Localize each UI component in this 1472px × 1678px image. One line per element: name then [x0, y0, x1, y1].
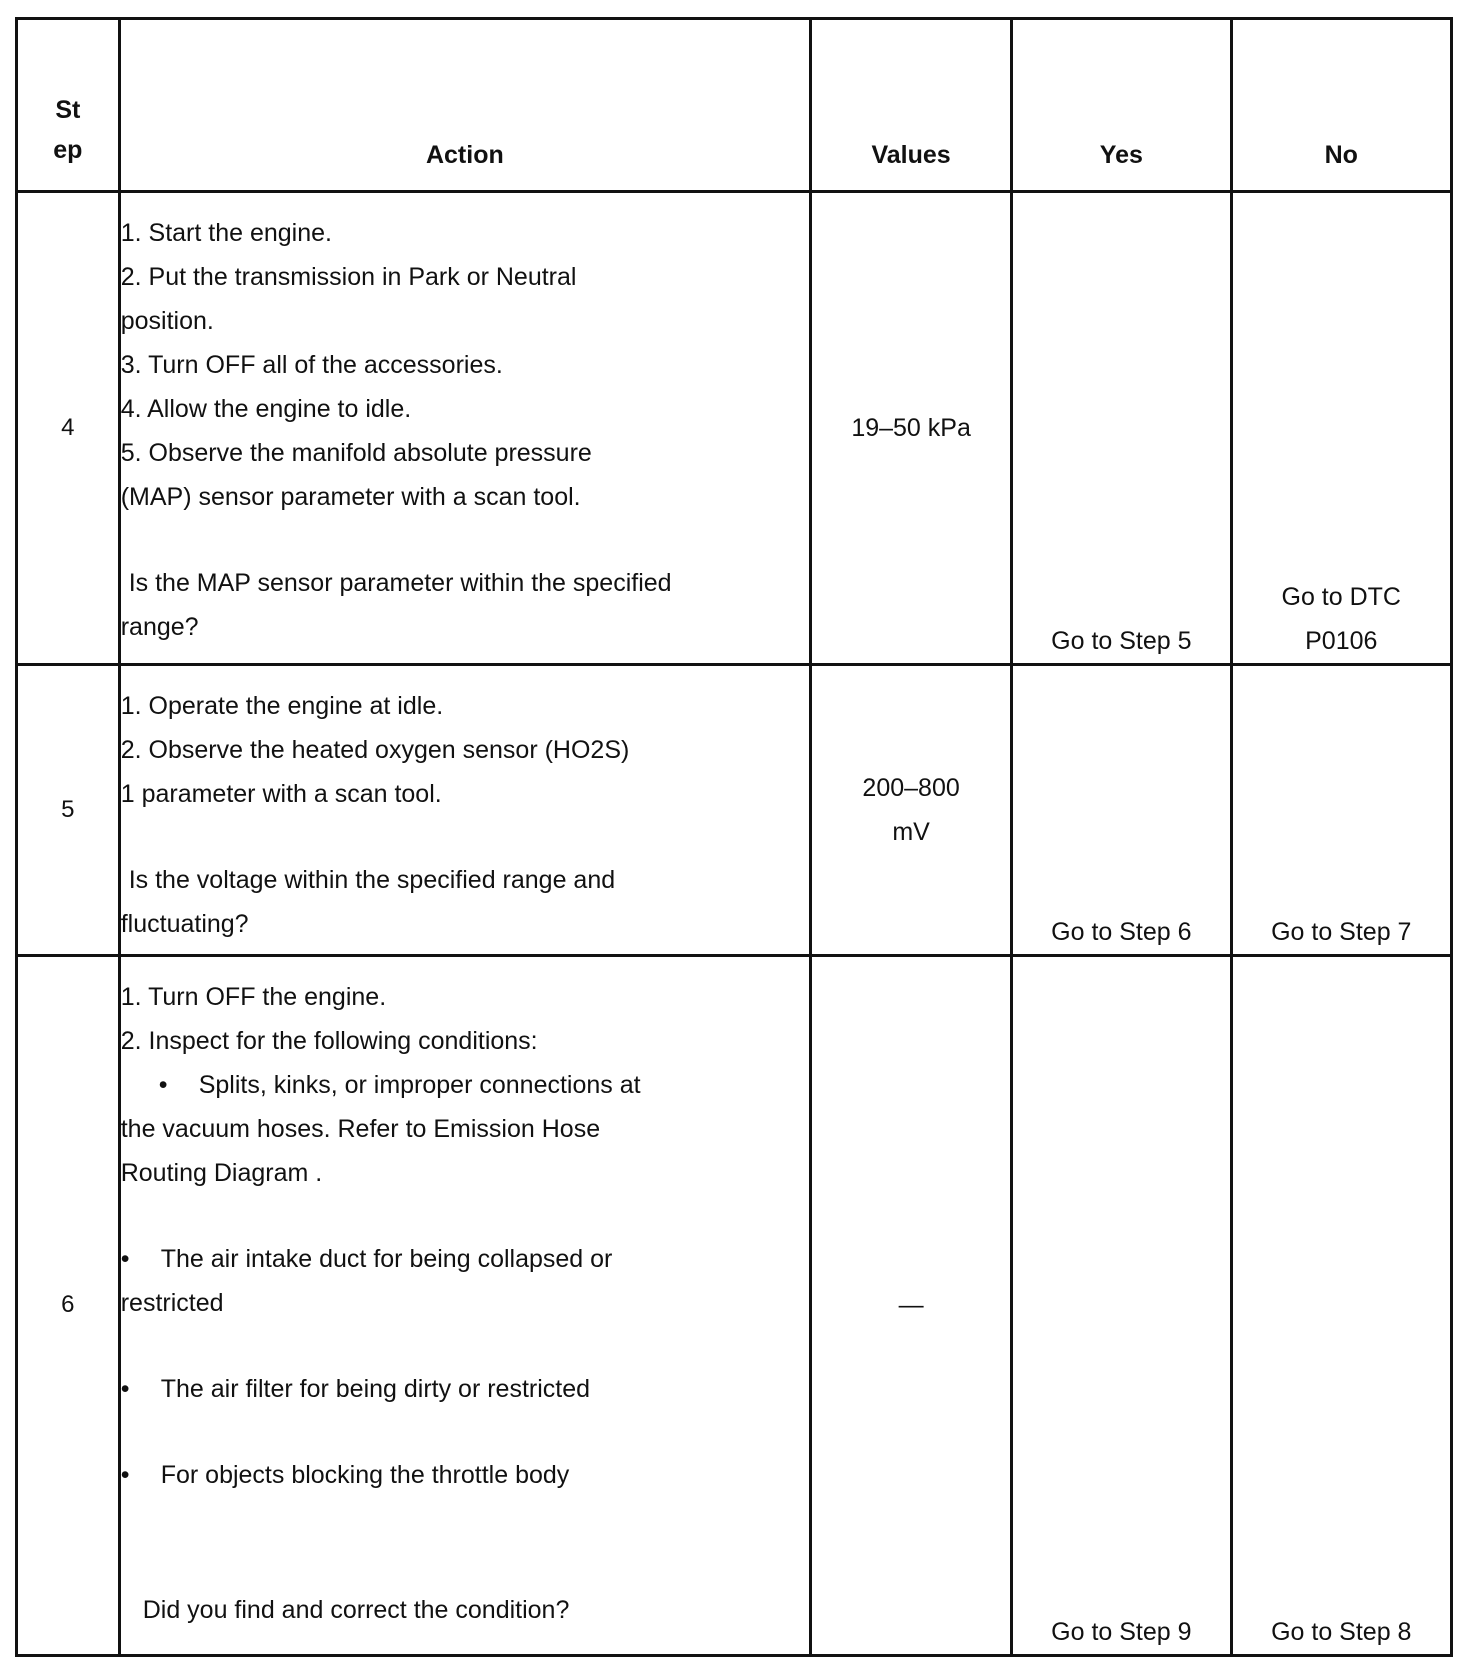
action-cell — [119, 191, 810, 664]
action-cell — [119, 664, 810, 955]
question-line: Did you find and correct the condition? — [142, 1596, 570, 1624]
action-line: • For objects blocking the throttle body — [121, 1453, 809, 1497]
bullet-icon: • — [158, 1070, 168, 1099]
yes-target: Go to Step 6 — [1051, 917, 1192, 946]
step-number: 6 — [17, 955, 120, 1655]
header-row — [17, 19, 1452, 192]
table-row — [17, 955, 1452, 1655]
no-target-line: P0106 — [1305, 626, 1378, 655]
yes-cell — [1012, 191, 1231, 664]
no-header: No — [1231, 19, 1451, 192]
table-row — [17, 664, 1452, 955]
action-line: Routing Diagram . — [120, 1158, 323, 1187]
table-row — [17, 191, 1452, 664]
question-line: Is the voltage within the specified range and — [128, 865, 616, 894]
action-line: 1 parameter with a scan tool. — [120, 779, 442, 808]
question-line: Is the MAP sensor parameter within the specified — [128, 568, 672, 597]
no-cell — [1231, 191, 1451, 664]
yes-header: Yes — [1012, 19, 1231, 192]
action-line: restricted — [120, 1288, 224, 1317]
action-line: 4. Allow the engine to idle. — [120, 394, 412, 423]
action-header: Action — [119, 19, 810, 192]
yes-cell — [1012, 664, 1231, 955]
action-line: 2. Inspect for the following conditions: — [120, 1026, 538, 1055]
action-cell — [119, 955, 810, 1655]
action-line: (MAP) sensor parameter with a scan tool. — [120, 482, 581, 511]
no-cell — [1231, 664, 1451, 955]
action-line: • Splits, kinks, or improper connections at — [121, 1063, 809, 1107]
yes-target: Go to Step 9 — [1051, 1618, 1192, 1646]
action-line: position. — [120, 306, 214, 335]
values-cell: 200–800 mV — [811, 664, 1012, 955]
action-line: 1. Operate the engine at idle. — [120, 691, 444, 720]
question-line: fluctuating? — [120, 909, 249, 938]
action-line: 2. Put the transmission in Park or Neutral — [120, 262, 577, 291]
action-line: 5. Observe the manifold absolute pressure — [120, 438, 592, 467]
action-line: 1. Turn OFF the engine. — [120, 982, 387, 1011]
values-header: Values — [811, 19, 1012, 192]
values-cell: 19–50 kPa — [811, 191, 1012, 664]
values-cell: — — [811, 955, 1012, 1655]
bullet-icon: • — [120, 1460, 130, 1489]
diagnostic-table — [15, 17, 1453, 1657]
action-line: 3. Turn OFF all of the accessories. — [120, 350, 503, 379]
yes-target: Go to Step 5 — [1051, 626, 1192, 655]
step-number: 4 — [17, 191, 120, 664]
action-line: • The air intake duct for being collapsed or — [121, 1237, 809, 1281]
step-header: St ep — [17, 19, 120, 192]
no-cell — [1231, 955, 1451, 1655]
no-target-line: Go to DTC — [1281, 582, 1401, 611]
no-target: Go to Step 8 — [1271, 1618, 1412, 1646]
action-line: 2. Observe the heated oxygen sensor (HO2S) — [120, 735, 630, 764]
action-line: • The air filter for being dirty or restricted — [121, 1367, 809, 1411]
action-line: 1. Start the engine. — [120, 218, 332, 247]
question-line: range? — [120, 612, 199, 641]
yes-cell — [1012, 955, 1231, 1655]
no-target: Go to Step 7 — [1271, 917, 1412, 946]
step-number: 5 — [17, 664, 120, 955]
bullet-icon: • — [120, 1374, 130, 1403]
action-line: the vacuum hoses. Refer to Emission Hose — [120, 1114, 601, 1143]
bullet-icon: • — [120, 1244, 130, 1273]
